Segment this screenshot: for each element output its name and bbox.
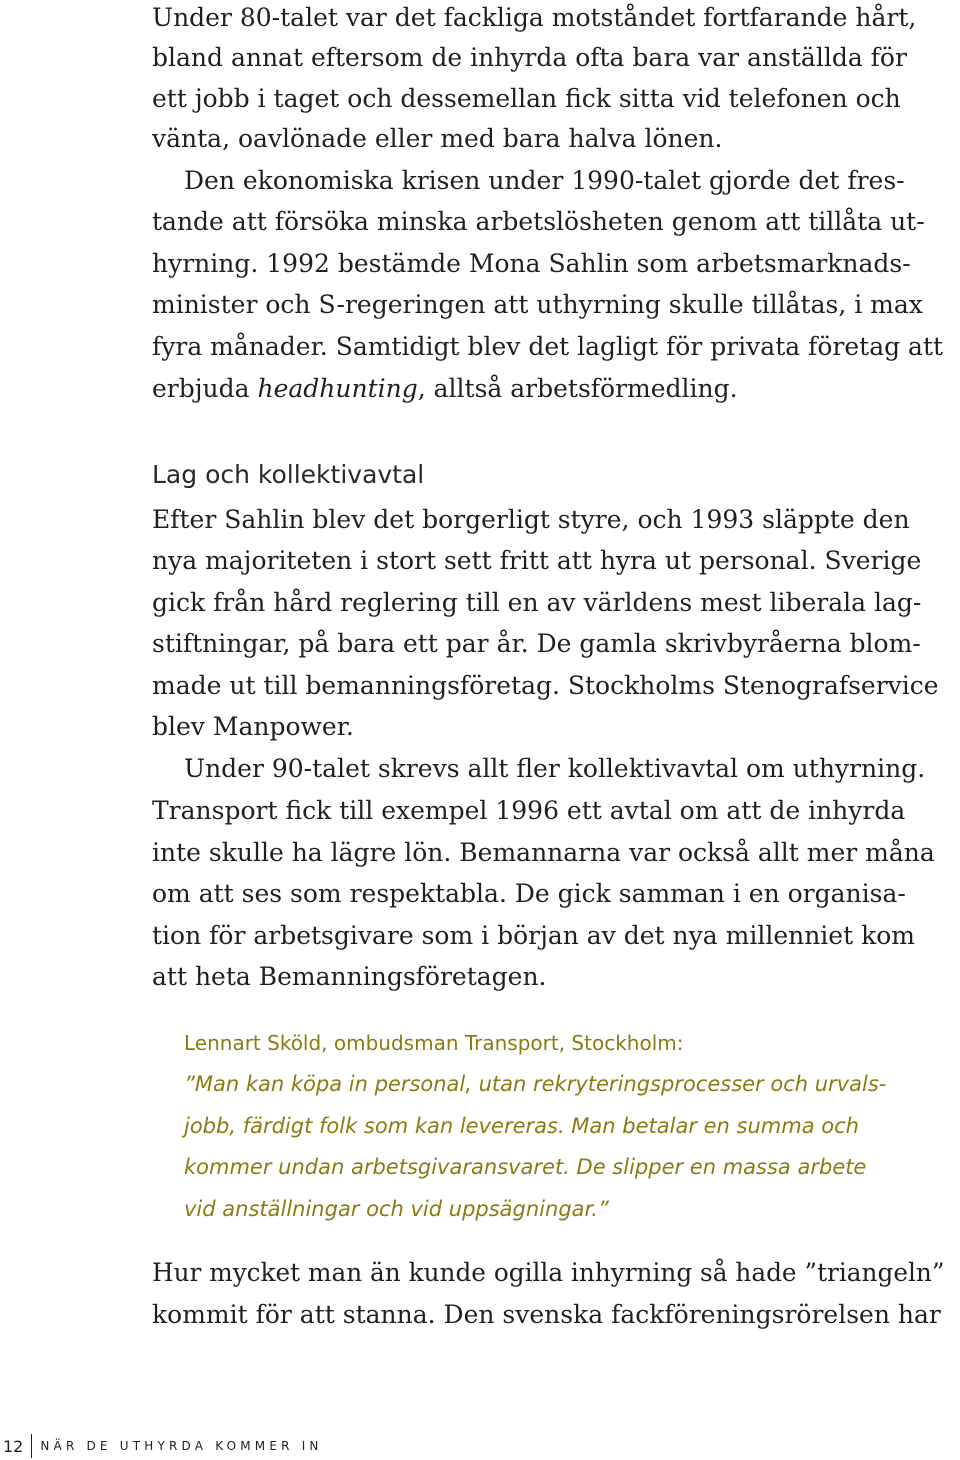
body-text-line: Under 90-talet skrevs allt fler kollektivavtal om uthyrning. bbox=[184, 754, 926, 783]
body-text-line: hyrning. 1992 bestämde Mona Sahlin som arbetsmarknads- bbox=[152, 249, 911, 278]
page-footer bbox=[0, 1433, 323, 1459]
body-text-line: Hur mycket man än kunde ogilla inhyrning så hade ”triangeln” bbox=[152, 1258, 945, 1287]
running-title: NÄR DE UTHYRDA KOMMER IN bbox=[40, 1439, 323, 1453]
body-text-line: fyra månader. Samtidigt blev det lagligt för privata företag att bbox=[152, 332, 944, 361]
body-text-segment: , alltså arbetsförmedling. bbox=[417, 374, 738, 403]
quote-line: kommer undan arbetsgivaransvaret. De slipper en massa arbete bbox=[184, 1155, 867, 1179]
body-text-line: Efter Sahlin blev det borgerligt styre, och 1993 släppte den bbox=[152, 505, 910, 534]
body-text-line: made ut till bemanningsföretag. Stockholms Stenografservice bbox=[152, 671, 939, 700]
quote-line: ”Man kan köpa in personal, utan rekryteringsprocesser och urvals- bbox=[184, 1072, 887, 1096]
body-text-line: nya majoriteten i stort sett fritt att hyra ut personal. Sverige bbox=[152, 546, 922, 575]
body-text-line: Under 80-talet var det fackliga motståndet fortfarande hårt, bbox=[152, 3, 917, 32]
body-text-line bbox=[152, 374, 738, 404]
body-text-line: ett jobb i taget och dessemellan fick sitta vid telefonen och bbox=[152, 84, 901, 113]
body-text-line: stiftningar, på bara ett par år. De gamla skrivbyråerna blom- bbox=[152, 629, 921, 658]
body-text-segment: erbjuda bbox=[152, 374, 258, 403]
body-text-line: tande att försöka minska arbetslösheten genom att tillåta ut- bbox=[152, 207, 925, 236]
footer-divider bbox=[31, 1434, 32, 1458]
body-text-line: bland annat eftersom de inhyrda ofta bara var anställda för bbox=[152, 43, 907, 72]
body-text-line: vänta, oavlönade eller med bara halva lönen. bbox=[152, 124, 723, 153]
body-text-line: om att ses som respektabla. De gick samman i en organisa- bbox=[152, 879, 906, 908]
emphasized-term: headhunting bbox=[257, 374, 418, 403]
quote-line: jobb, färdigt folk som kan levereras. Man betalar en summa och bbox=[184, 1114, 859, 1138]
body-text-line: att heta Bemanningsföretagen. bbox=[152, 962, 547, 991]
body-text-line: Den ekonomiska krisen under 1990-talet gjorde det fres- bbox=[184, 166, 905, 195]
body-text-line: blev Manpower. bbox=[152, 712, 354, 741]
body-text-line: tion för arbetsgivare som i början av det nya millenniet kom bbox=[152, 921, 916, 950]
body-text-line: Transport fick till exempel 1996 ett avtal om att de inhyrda bbox=[152, 796, 906, 825]
section-heading: Lag och kollektivavtal bbox=[152, 460, 425, 489]
body-text-line: inte skulle ha lägre lön. Bemannarna var också allt mer måna bbox=[152, 838, 935, 867]
quote-attribution: Lennart Sköld, ombudsman Transport, Stockholm: bbox=[184, 1031, 684, 1055]
body-text-line: gick från hård reglering till en av världens mest liberala lag- bbox=[152, 588, 922, 617]
body-text-line: minister och S-regeringen att uthyrning skulle tillåtas, i max bbox=[152, 290, 923, 319]
page-number: 12 bbox=[3, 1436, 24, 1456]
quote-line: vid anställningar och vid uppsägningar.” bbox=[184, 1197, 609, 1221]
body-text-line: kommit för att stanna. Den svenska fackföreningsrörelsen har bbox=[152, 1300, 941, 1329]
